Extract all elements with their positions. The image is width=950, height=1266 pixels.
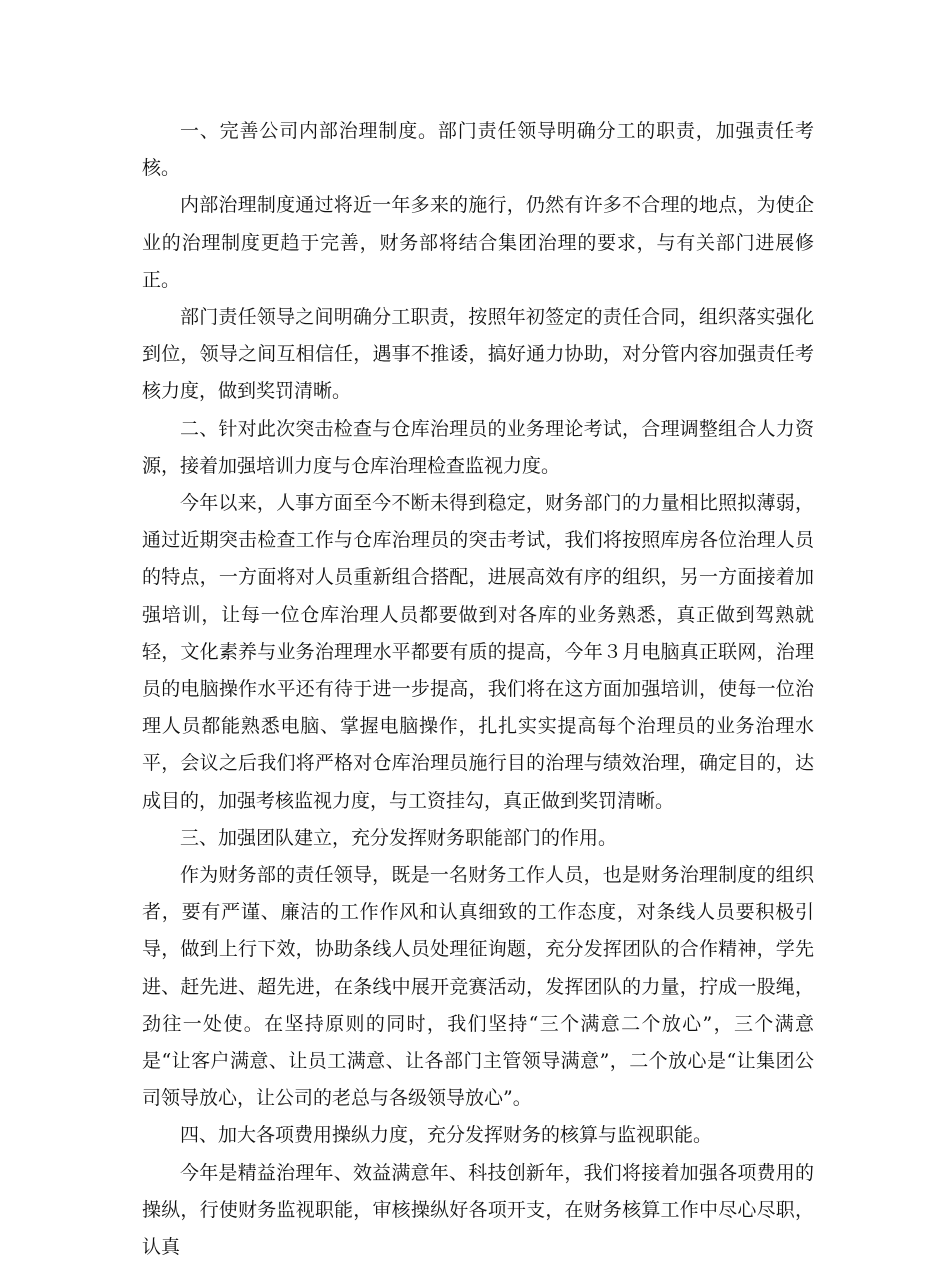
paragraph-section-1-heading: 一、完善公司内部治理制度。部门责任领导明确分工的职责，加强责任考核。 [142, 120, 814, 180]
paragraph-section-3-heading: 三、加强团队建立，充分发挥财务职能部门的作用。 [180, 826, 618, 849]
paragraph-body: 部门责任领导之间明确分工职责，按照年初签定的责任合同，组织落实强化到位，领导之间互相信任，遇事不推诿，搞好通力协助，对分管内容加强责任考核力度，做到奖罚清晰。 [142, 306, 814, 403]
document-body [142, 113, 814, 1266]
paragraph-body: 今年以来，人事方面至今不断未得到稳定，财务部门的力量相比照拟薄弱，通过近期突击检查工作与仓库治理员的突击考试，我们将按照库房各位治理人员的特点，一方面将对人员重新组合搭配，进展高效有序的组织，另一方面接着加强培训，让每一位仓库治理人员都要做到对各库的业务熟悉，真正做到驾熟就轻，文化素养与业务治理理水平都要有质的提高，今年３月电脑真正联网，治理员的电脑操作水平还有待于进一步提高，我们将在这方面加强培训，使每一位治理人员都能熟悉电脑、掌握电脑操作，扎扎实实提高每个治理员的业务治理水平，会议之后我们将严格对仓库治理员施行目的治理与绩效治理，确定目的，达成目的，加强考核监视力度，与工资挂勾，真正做到奖罚清晰。 [142, 492, 814, 812]
paragraph-section-4-heading: 四、加大各项费用操纵力度，充分发挥财务的核算与监视职能。 [180, 1124, 713, 1147]
paragraph-body: 今年是精益治理年、效益满意年、科技创新年，我们将接着加强各项费用的操纵，行使财务监视职能，审核操纵好各项开支，在财务核算工作中尽心尽职，认真 [142, 1161, 814, 1259]
paragraph-body: 作为财务部的责任领导，既是一名财务工作人员，也是财务治理制度的组织者，要有严谨、廉洁的工作作风和认真细致的工作态度，对条线人员要积极引导，做到上行下效，协助条线人员处理征询题，充分发挥团队的合作精神，学先进、赶先进、超先进，在条线中展开竞赛活动，发挥团队的力量，拧成一股绳，劲往一处使。在坚持原则的同时，我们坚持“三个满意二个放心”，三个满意是“让客户满意、让员工满意、让各部门主管领导满意”，二个放心是“让集团公司领导放心，让公司的老总与各级领导放心”。 [142, 864, 814, 1110]
paragraph-section-2-heading: 二、针对此次突击检查与仓库治理员的业务理论考试，合理调整组合人力资源，接着加强培训力度与仓库治理检查监视力度。 [142, 417, 814, 477]
paragraph-body: 内部治理制度通过将近一年多来的施行，仍然有许多不合理的地点，为使企业的治理制度更趋于完善，财务部将结合集团治理的要求，与有关部门进展修正。 [142, 194, 814, 291]
